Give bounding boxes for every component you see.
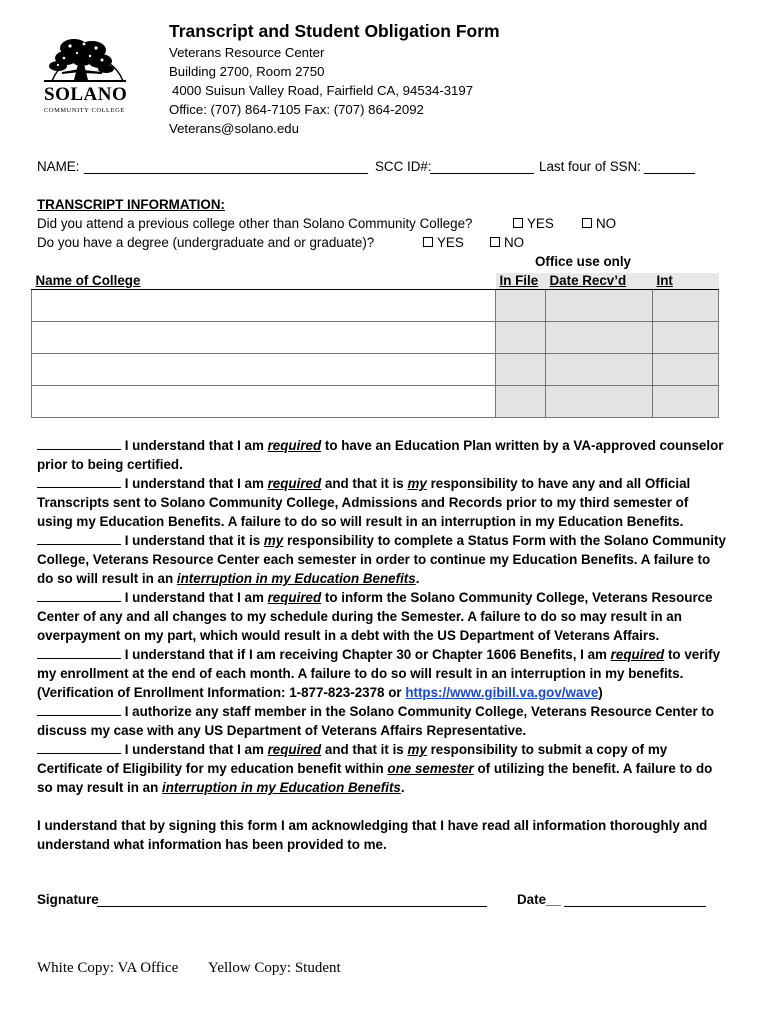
ack-text: I understand that I am (124, 476, 268, 491)
checkbox-icon[interactable] (423, 237, 433, 247)
ack-text: ) (598, 685, 603, 700)
date-received-cell (546, 290, 653, 322)
ack-emphasis: required (267, 438, 322, 453)
checkbox-icon[interactable] (490, 237, 500, 247)
form-title: Transcript and Student Obligation Form (169, 21, 500, 41)
ack-emphasis: interruption in my Education Benefits (162, 780, 401, 795)
int-cell (653, 386, 719, 418)
ack-enrollment-verification (37, 645, 727, 702)
col-name-of-college: Name of College (32, 273, 496, 290)
initial-blank[interactable] (37, 646, 121, 659)
table-row (32, 322, 719, 354)
q1-yes-label: YES (527, 216, 554, 231)
ack-emphasis: my (407, 476, 427, 491)
office-use-label: Office use only (535, 254, 631, 269)
int-cell (653, 290, 719, 322)
ack-text: I understand that if I am receiving Chapter 30 or Chapter 1606 Benefits, I am (124, 647, 611, 662)
initial-blank[interactable] (37, 741, 121, 754)
gibill-wave-link[interactable]: https://www.gibill.va.gov/wave (405, 685, 599, 700)
college-name-cell[interactable] (32, 386, 496, 418)
date-received-cell (546, 354, 653, 386)
q1-yes-option[interactable] (513, 216, 554, 231)
ack-text: I understand that I am (124, 590, 268, 605)
ssn-field[interactable] (644, 162, 695, 174)
ack-text: and that it is (321, 476, 408, 491)
scc-id-label: SCC ID#: (375, 159, 432, 174)
college-logo (44, 36, 126, 114)
q2-yes-label: YES (437, 235, 464, 250)
q2-no-option[interactable] (490, 235, 524, 250)
ack-status-form (37, 531, 727, 588)
signature-field[interactable] (97, 895, 487, 907)
table-row (32, 290, 719, 322)
college-table (31, 273, 719, 418)
ack-emphasis: required (267, 742, 322, 757)
q2-yes-option[interactable] (423, 235, 464, 250)
ack-text: . (400, 780, 405, 795)
initial-blank[interactable] (37, 532, 121, 545)
college-name-cell[interactable] (32, 322, 496, 354)
white-copy-label: White Copy: VA Office (37, 960, 179, 976)
ack-emphasis: my (407, 742, 427, 757)
ack-emphasis: required (267, 590, 322, 605)
scc-id-field[interactable] (430, 162, 534, 174)
date-field[interactable] (564, 895, 706, 907)
college-name-cell[interactable] (32, 290, 496, 322)
yellow-copy-label: Yellow Copy: Student (208, 960, 341, 976)
col-date-received: Date Recv’d (546, 273, 653, 290)
ack-certificate-eligibility (37, 740, 727, 797)
ack-emphasis: interruption in my Education Benefits (176, 571, 416, 586)
ack-text: I understand that it is (124, 533, 264, 548)
initial-blank[interactable] (37, 589, 121, 602)
in-file-cell (496, 322, 546, 354)
street-address: 4000 Suisun Valley Road, Fairfield CA, 94534-3197 (172, 83, 474, 98)
q2-no-label: NO (504, 235, 525, 250)
closing-statement: I understand that by signing this form I am acknowledging that I have read all information thoroughly and understand what information has been provided to me. (37, 818, 708, 852)
transcript-heading: TRANSCRIPT INFORMATION: (37, 197, 225, 212)
q1-no-option[interactable] (582, 216, 616, 231)
initial-blank[interactable] (37, 703, 121, 716)
oak-tree-icon (44, 36, 126, 82)
table-row (32, 386, 719, 418)
ack-emphasis: one semester (387, 761, 474, 776)
phone-fax: Office: (707) 864-7105 Fax: (707) 864-2092 (169, 102, 424, 117)
name-label: NAME: (37, 159, 80, 174)
ack-text: of utilizing the benefit. A failure to do so may result in an (37, 761, 713, 795)
date-received-cell (546, 322, 653, 354)
initial-blank[interactable] (37, 475, 121, 488)
ack-emphasis: required (610, 647, 665, 662)
ack-schedule-changes (37, 588, 727, 645)
in-file-cell (496, 354, 546, 386)
in-file-cell (496, 386, 546, 418)
ack-text: I understand that I am (124, 438, 268, 453)
ack-text: responsibility to submit a copy of my Certificate of Eligibility for my education benefit within (37, 742, 668, 776)
initial-blank[interactable] (37, 437, 121, 450)
ack-text: to have an Education Plan written by a VA-approved counselor prior to being certified. (37, 438, 724, 472)
office-name: Veterans Resource Center (169, 45, 325, 60)
ack-text: to verify my enrollment at the end of each month. A failure to do so will result in an interruption in my benefits. (Verification of Enrollment Information: 1-877-823-2378 or (37, 647, 721, 700)
table-row (32, 354, 719, 386)
signature-label: Signature (37, 892, 99, 907)
ack-emphasis: my (263, 533, 284, 548)
ack-text: I authorize any staff member in the Solano Community College, Veterans Resource Center to discuss my case with any US Department of Veterans Affairs Representative. (37, 704, 715, 738)
ack-transcripts (37, 474, 727, 531)
ack-emphasis: required (267, 476, 322, 491)
ack-education-plan (37, 436, 727, 474)
name-field[interactable] (84, 162, 368, 174)
ack-text: to inform the Solano Community College, Veterans Resource Center of any and all changes to my schedule during the Semester. A failure to do so may result in an overpayment on my part, which would result in a debt with the US Department of Veterans Affairs. (37, 590, 713, 643)
int-cell (653, 322, 719, 354)
acknowledgement-list (37, 436, 727, 854)
ssn-label: Last four of SSN: (539, 159, 641, 174)
logo-name: SOLANO (44, 84, 128, 105)
date-label: Date__ (517, 892, 561, 907)
ack-authorization (37, 702, 727, 740)
in-file-cell (496, 290, 546, 322)
logo-subtitle: COMMUNITY COLLEGE (44, 107, 125, 114)
email-address: Veterans@solano.edu (169, 121, 299, 136)
ack-text: . (415, 571, 420, 586)
table-header (32, 273, 719, 290)
ack-text: and that it is (321, 742, 408, 757)
checkbox-icon[interactable] (513, 218, 523, 228)
ack-text: responsibility to complete a Status Form with the Solano Community College, Veterans Resource Center each semester in order to continue my Education Benefits. A failure to do so will result in an (37, 533, 726, 586)
checkbox-icon[interactable] (582, 218, 592, 228)
question-degree: Do you have a degree (undergraduate and or graduate)? (37, 235, 375, 250)
col-int: Int (653, 273, 719, 290)
building-room: Building 2700, Room 2750 (169, 64, 325, 79)
date-received-cell (546, 386, 653, 418)
q1-no-label: NO (596, 216, 617, 231)
ack-text: responsibility to have any and all Official Transcripts sent to Solano Community College, Admissions and Records prior to my third semester of using my Education Benefits. A failure to do so will result in an interruption in my Education Benefits. (37, 476, 691, 529)
college-name-cell[interactable] (32, 354, 496, 386)
int-cell (653, 354, 719, 386)
ack-text: I understand that I am (124, 742, 268, 757)
col-in-file: In File (496, 273, 546, 290)
question-previous-college: Did you attend a previous college other than Solano Community College? (37, 216, 473, 231)
